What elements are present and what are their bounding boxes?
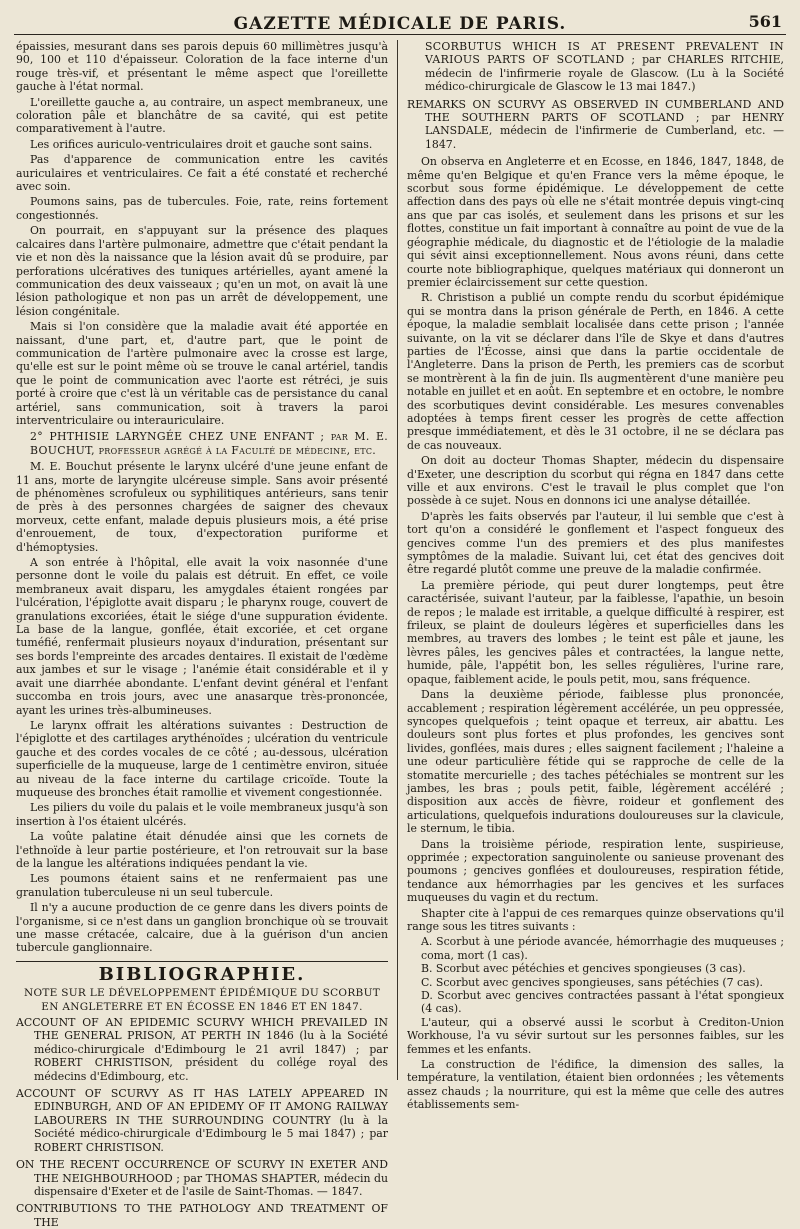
- page-header: [14, 8, 786, 35]
- entry-title: ACCOUNT OF AN EPIDEMIC SCURVY WHICH PREVAILED IN THE GENERAL PRISON, AT PERTH IN: [16, 1016, 388, 1043]
- entry-title: REMARKS ON SCURVY AS OBSERVED IN CUMBERLAND AND THE SOUTHERN PARTS OF SCOTLAND ;: [407, 97, 784, 125]
- paragraph: Pas d'apparence de communication entre les cavités auriculaires et ventriculaires. Ce fait a été constaté et recherché avec soin.: [16, 153, 388, 194]
- bibliography-entry: [16, 1202, 388, 1229]
- entry-title: CONTRIBUTIONS TO THE PATHOLOGY AND TREATMENT OF THE: [16, 1202, 388, 1229]
- paragraph: L'auteur, qui a observé aussi le scorbut à Crediton-Union Workhouse, l'a vu sévir surtout sur les personnes faibles, sur les femmes et les enfants.: [407, 1015, 784, 1056]
- column-divider: [397, 40, 398, 1080]
- observation-list-item: A. Scorbut à une période avancée, hémorrhagie des muqueuses ; coma, mort (1 cas).: [421, 935, 784, 962]
- entry-details: (lu à la Société médico-chirurgicale d'Edimbourg le 5 mai 1847) ; par ROBERT CHRISTISON.: [34, 1113, 388, 1154]
- paragraph: Shapter cite à l'appui de ces remarques quinze observations qu'il range sous les titres suivants :: [407, 906, 784, 933]
- paragraph: Dans la deuxième période, faiblesse plus prononcée, accablement ; respiration légèrement accélérée, un peu oppressée, syncopes quelquefois ; teint opaque et terreux, air abattu. Les douleurs sont plus fortes et plus profondes, les gencives sont livides, gonflées, mais dures ; elles saignent facilement ; l'haleine a une odeur particulière fétide qui se rapproche de celle de la stomatite mercurielle ; des taches pétéchiales se montrent sur les jambes, les bras ; pouls petit, faible, légèrement accéléré ; disposition aux accès de fièvre, roideur et gonflement des articulations, quelquefois indurations douloureuses sur la clavicule, le sternum, le tibia.: [407, 688, 784, 836]
- entry-details: par THOMAS SHAPTER, médecin du dispensaire d'Exeter et de l'asile de Saint-Thomas. — 1847.: [34, 1171, 388, 1198]
- entry-details: par CHARLES RITCHIE, médecin de l'infirmerie royale de Glascow. (Lu à la Société médico-chirurgicale de Glascow le 13 mai 1847.): [425, 53, 784, 94]
- paragraph: On pourrait, en s'appuyant sur la présence des plaques calcaires dans l'artère pulmonaire, admettre que c'était pendant la vie et non dès la naissance que la lésion avait dû se produire, par perforations ulcératives des tuniques artérielles, ayant amené la communication des deux vaisseaux ; qu'en un mot, on avait là une lésion pathologique et non pas un arrêt de développement, une lésion congénitale.: [16, 224, 388, 318]
- paragraph: Le larynx offrait les altérations suivantes : Destruction de l'épiglotte et des cartilages arythénoïdes ; ulcération du ventricule gauche et des cordes vocales de ce côté ; au-dessous, ulcération superficielle de la muqueuse, large de 1 centimètre environ, située au niveau de la face interne du cartilage cricoïde. Toute la muqueuse des bronches était ramollie et vivement congestionnée.: [16, 718, 388, 799]
- observation-list-item: B. Scorbut avec pétéchies et gencives spongieuses (3 cas).: [421, 962, 746, 976]
- paragraph: D'après les faits observés par l'auteur, il lui semble que c'est à tort qu'on a considéré le gonflement et l'aspect fongueux des gencives comme l'un des premiers et des plus manifestes symptômes de la maladie. Suivant lui, cet état des gencives doit être regardé plutôt comme une preuve de la maladie confirmée.: [407, 509, 784, 577]
- bibliography-entry: [407, 40, 784, 94]
- entry-details: par HENRY LANSDALE, médecin de l'infirmerie de Cumberland, etc. — 1847.: [425, 111, 785, 151]
- paragraph: La première période, qui peut durer longtemps, peut être caractérisée, suivant l'auteur, par la faiblesse, l'apathie, un besoin de repos ; le malade est irritable, a quelque difficulté à respirer, est frileux, se plaint de douleurs légères et superficielles dans les membres, au travers des lombes ; le teint est pâle et jaune, les lèvres pâles, les gencives pâles et contractées, la langue nette, humide, pâle, l'appétit bon, les selles régulières, l'urine rare, opaque, faiblement acide, le pouls petit, mou, sans fréquence.: [407, 578, 784, 686]
- paragraph: La construction de l'édifice, la dimension des salles, la température, la ventilation, étaient bien ordonnées ; les vêtements assez chauds ; la nourriture, qui est la même que celle des autres établissements sem-: [407, 1058, 784, 1112]
- section-rule: [16, 961, 388, 962]
- entry-title: ON THE RECENT OCCURRENCE OF SCURVY IN EXETER AND THE NEIGHBOURHOOD ;: [16, 1158, 388, 1185]
- right-column: [407, 40, 785, 1112]
- left-column: [16, 40, 388, 1229]
- paragraph: Les orifices auriculo-ventriculaires droit et gauche sont sains.: [30, 137, 373, 151]
- paragraph: M. E. Bouchut présente le larynx ulcéré d'une jeune enfant de 11 ans, morte de laryngite ulcéreuse simple. Sans avoir présenté de phénomènes scrofuleux ou syphilitiques antérieurs, sans tenir de près à des personnes chargées de saigner des chevaux morveux, cette enfant, malade depuis plusieurs mois, a été prise d'enrouement, de toux, d'expectoration puriforme et d'hémoptysies.: [16, 460, 388, 554]
- paragraph: La voûte palatine était dénudée ainsi que les cornets de l'ethnoïde à leur partie postérieure, et l'on retrouvait sur la base de la langue les altérations indiquées pendant la vie.: [16, 830, 388, 870]
- paragraph: Dans la troisième période, respiration lente, suspirieuse, opprimée ; expectoration sanguinolente ou sanieuse provenant des poumons ; gencives gonflées et douloureuses, respiration fétide, tendance aux hémorrhagies par les gencives et les surfaces muqueuses du vagin et du rectum.: [407, 837, 784, 905]
- observation-list-item: D. Scorbut avec gencives contractées passant à l'état spongieux (4 cas).: [421, 989, 784, 1016]
- observation-list-item: C. Scorbut avec gencives spongieuses, sans pétéchies (7 cas).: [421, 975, 763, 989]
- paragraph: Mais si l'on considère que la maladie avait été apportée en naissant, d'une part, et, d'autre part, que le point de communication de l'artère pulmonaire avec la crosse est large, qu'elle est sur le point même où se trouve le canal artériel, tandis que le point de communication avec l'aorte est rétréci, je suis porté à croire que c'est là un véritable cas de persistance du canal artériel, sans communication, soit à travers la paroi interventriculaire ou interauriculaire.: [16, 320, 388, 427]
- bibliography-title: BIBLIOGRAPHIE.: [98, 963, 306, 985]
- paragraph: Les poumons étaient sains et ne renfermaient pas une granulation tuberculeuse ni un seul tubercule.: [16, 872, 388, 899]
- bibliography-entry: [16, 1016, 388, 1083]
- bibliography-entry: [16, 1158, 388, 1198]
- note-title: NOTE SUR LE DÉVELOPPEMENT ÉPIDÉMIQUE DU SCORBUT EN ANGLETERRE ET EN ÉCOSSE EN 1846 ET EN 1847.: [23, 987, 381, 1013]
- paragraph: R. Christison a publié un compte rendu du scorbut épidémique qui se montra dans la prison générale de Perth, en 1846. A cette époque, la maladie semblait localisée dans cette prison ; l'année suivante, on la vit se déclarer dans l'île de Skye et dans d'autres parties de l'Écosse, ainsi que dans la partie occidentale de l'Angleterre. Dans la prison de Perth, les premiers cas de scorbut se montrèrent à la fin de juin. Ils augmentèrent d'une manière peu notable en juillet et en août. En septembre et en octobre, le nombre des scorbutiques devint considérable. Les mesures convenables adoptées à temps firent cesser les progrès de cette affection presque immédiatement, et dès le 31 octobre, il ne se déclara pas de cas nouveaux.: [407, 291, 784, 452]
- paragraph: A son entrée à l'hôpital, elle avait la voix nasonnée d'une personne dont le voile du palais est détruit. En effet, ce voile membraneux avait disparu, les amygdales étaient rongées par l'ulcération, l'épiglotte avait disparu ; le pharynx rouge, couvert de granulations excoriées, était le siége d'une suppuration évidente. La base de la langue, gonflée, était excoriée, et cet organe tuméfié, renfermait plusieurs noyaux d'induration, présentant sur ses bords l'empreinte des arcades dentaires. Il existait de l'œdème aux jambes et sur le visage ; l'anémie était considérable et il y avait une diarrhée abondante. L'enfant devint général et l'enfant succomba en trois jours, avec une anasarque très-prononcée, ayant les urines très-albumineuses.: [16, 556, 388, 717]
- paragraph: Poumons sains, pas de tubercules. Foie, rate, reins fortement congestionnés.: [16, 195, 388, 222]
- paragraph: Les piliers du voile du palais et le voile membraneux jusqu'à son insertion à l'os étaient ulcérés.: [16, 801, 388, 828]
- paragraph: On doit au docteur Thomas Shapter, médecin du dispensaire d'Exeter, une description du scorbut qui régna en 1847 dans cette ville et aux environs. C'est le travail le plus complet que l'on possède à ce sujet. Nous en donnons ici une analyse détaillée.: [407, 454, 784, 508]
- section-heading: 2° PHTHISIE LARYNGÉE CHEZ UNE ENFANT ; par M. E. BOUCHUT, professeur agrégé à la Faculté de médecine, etc.: [30, 430, 388, 457]
- paragraph: Il n'y a aucune production de ce genre dans les divers points de l'organisme, si ce n'est dans un ganglion bronchique où se trouvait une masse crétacée, calcaire, due à la guérison d'un ancien tubercule ganglionnaire.: [16, 901, 388, 955]
- paragraph: On observa en Angleterre et en Ecosse, en 1846, 1847, 1848, de même qu'en Belgique et qu'en France vers la même époque, le scorbut sous forme épidémique. Le développement de cette affection dans des pays où elle ne s'était montrée depuis vingt-cinq ans que par cas isolés, et seulement dans les prisons et sur les flottes, constitue un fait important à connaître au point de vue de la géographie médicale, du diagnostic et de l'étiologie de la maladie qui sévit ainsi exceptionnellement. Nous avons réuni, dans cette courte note bibliographique, quelques matériaux qui donneront un premier éclaircissement sur cette question.: [407, 155, 784, 289]
- paragraph: épaissies, mesurant dans ses parois depuis 60 millimètres jusqu'à 90, 100 et 110 d'épaisseur. Coloration de la face interne d'un rouge très-vif, et présentant le même aspect que l'oreillette gauche à l'état normal.: [16, 40, 388, 94]
- entry-details: 1846 (lu à la Société médico-chirurgicale d'Edimbourg le 21 avril 1847) ; par ROBERT CHRISTISON, président du collége royal des médecins d'Edimbourg, etc.: [34, 1029, 388, 1083]
- journal-title: GAZETTE MÉDICALE DE PARIS.: [233, 14, 567, 34]
- entry-title: SCORBUTUS WHICH IS AT PRESENT PREVALENT IN VARIOUS PARTS OF SCOTLAND ;: [425, 40, 784, 67]
- page-number: 561: [748, 12, 782, 31]
- bibliography-entry: [16, 1087, 388, 1154]
- paragraph: L'oreillette gauche a, au contraire, un aspect membraneux, une coloration pâle et blanchâtre de sa cavité, qui est petite comparativement à l'autre.: [16, 95, 388, 136]
- entry-title: ACCOUNT OF SCURVY AS IT HAS LATELY APPEARED IN EDINBURGH, AND OF AN EPIDEMY OF IT AMONG RAILWAY LABOURERS IN THE SURROUNDING COUNTRY: [16, 1087, 388, 1127]
- bibliography-entry: [407, 98, 784, 152]
